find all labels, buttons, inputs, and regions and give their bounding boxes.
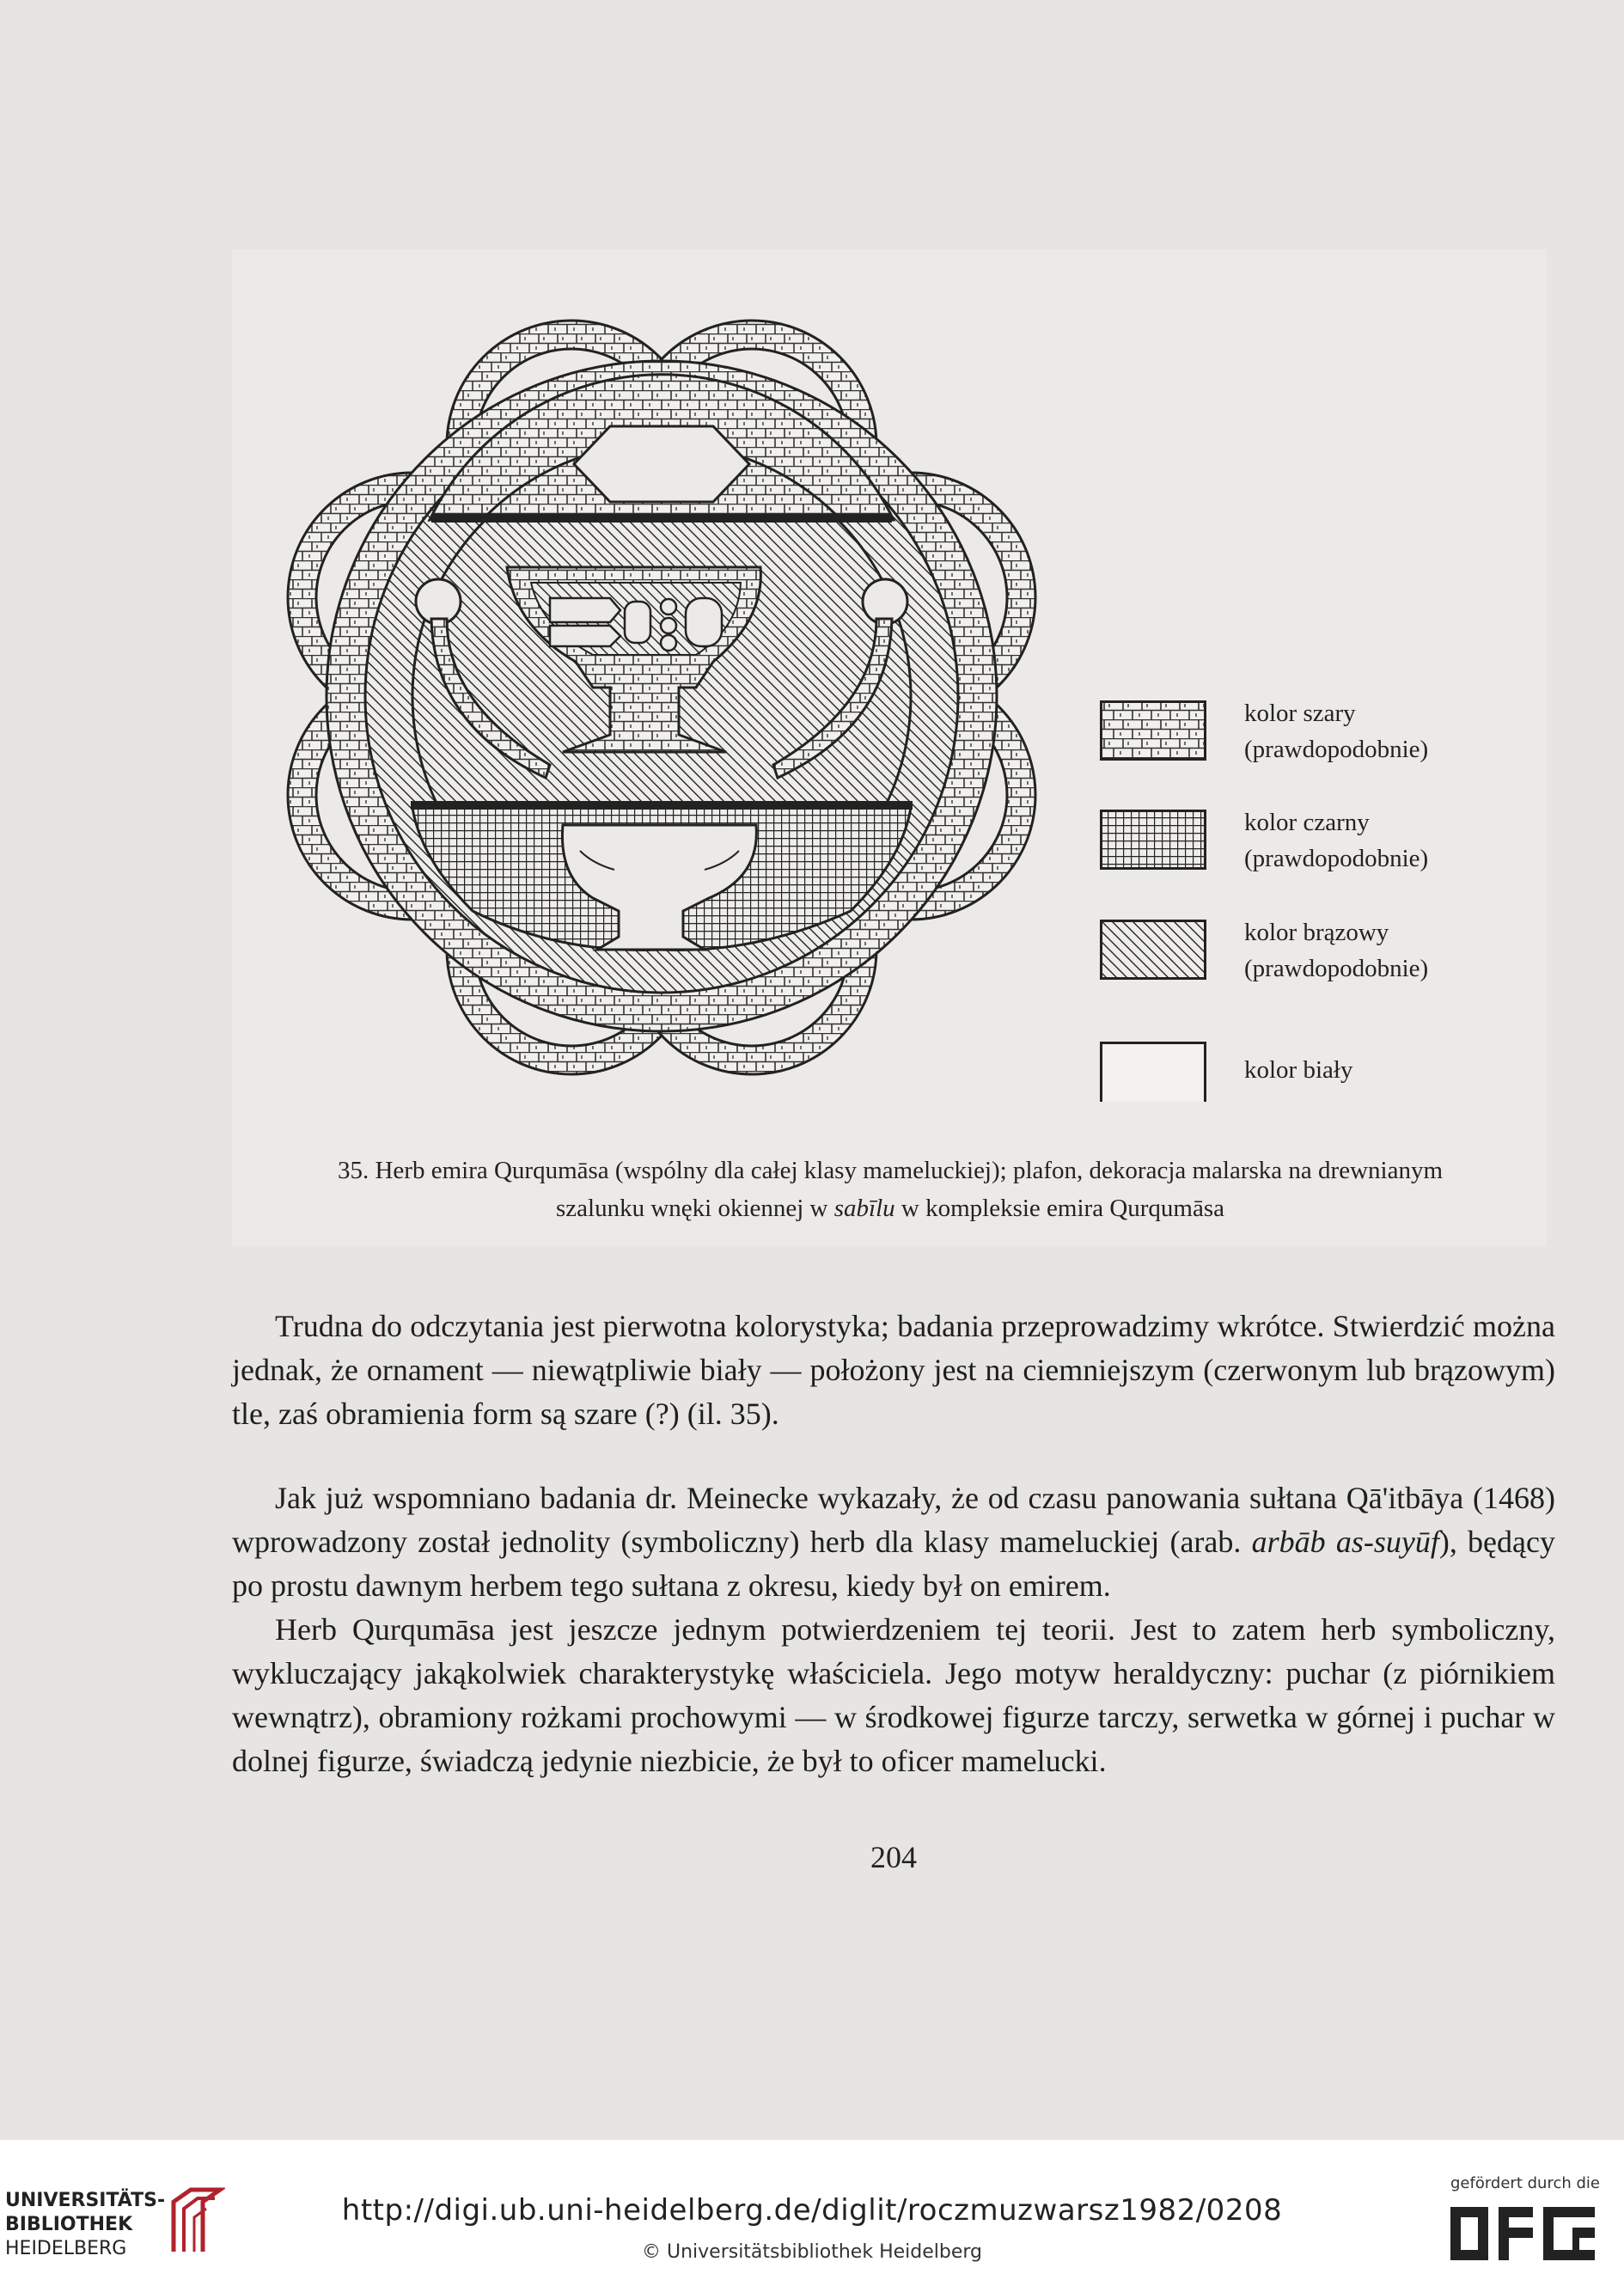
legend-item-grey: [1100, 700, 1581, 804]
legend-swatch-black: [1100, 810, 1206, 870]
paragraph-2: Jak już wspomniano badania dr. Meinecke wykazały, że od czasu panowania sułtana Qā'itbāya (1468) wprowadzony został jednolity (symboliczny) herb dla klasy mameluckiej (arab. arbāb as-suyūf), będący po prostu dawnym herbem tego sułtana z okresu, kiedy był on emirem.: [232, 1481, 1555, 1603]
paragraph-1: Trudna do odczytania jest pierwotna kolorystyka; badania przeprowadzimy wkrótce. Stwierdzić można jednak, że ornament — niewątpliwie biały — położony jest na ciemniejszym (czerwonym lub brązowym) tle, zaś obramienia form są szare (?) (il. 35).: [232, 1309, 1555, 1431]
footer-copyright: © Universitätsbibliothek Heidelberg: [641, 2241, 982, 2263]
paragraph-3: Herb Qurqumāsa jest jeszcze jednym potwierdzeniem tej teorii. Jest to zatem herb symboliczny, wykluczający jakąkolwiek charakterystykę właściciela. Jego motyw heraldyczny: puchar (z piórnikiem wewnątrz), obramiony rożkami prochowymi — w środkowej figurze tarczy, serwetka w górnej i puchar w dolnej figurze, świadczą jedynie niezbicie, że był to oficer mamelucki.: [232, 1612, 1555, 1778]
legend-item-brown: [1100, 920, 1581, 1023]
dfg-logo-mark: [1450, 2204, 1605, 2264]
funder-note: gefördert durch die: [1450, 2174, 1600, 2192]
library-logo: UNIVERSITÄTS- BIBLIOTHEK HEIDELBERG: [5, 2181, 229, 2259]
caption-line-1: 35. Herb emira Qurqumāsa (wspólny dla całej klasy mameluckiej); plafon, dekoracja malarska na drewnianym: [337, 1157, 1443, 1184]
right-small-circle: [863, 579, 907, 624]
paragraph-2-and-3: [232, 1476, 1555, 1783]
legend-swatch-brown: [1100, 920, 1206, 980]
napkin-diamond: [574, 426, 749, 502]
figure-caption: [229, 1152, 1552, 1227]
coat-of-arms-figure: [232, 258, 1091, 1126]
left-small-circle: [416, 579, 461, 624]
legend-swatch-grey: [1100, 700, 1206, 761]
legend-label: kolor szary (prawdopodobnie): [1244, 700, 1429, 763]
caption-line-2: szalunku wnęki okiennej w sabīlu w kompleksie emira Qurqumāsa: [555, 1195, 1224, 1222]
page-number: 204: [870, 1840, 917, 1874]
legend-item-black: [1100, 810, 1581, 913]
dfg-logo: [1435, 2174, 1615, 2269]
legend-swatch-white: [1100, 1042, 1206, 1102]
legend-label: kolor czarny (prawdopodobnie): [1244, 809, 1429, 872]
legend-item-white: [1100, 1042, 1581, 1145]
footer-url-link[interactable]: http://digi.ub.uni-heidelberg.de/diglit/roczmuzwarsz1982/0208: [341, 2193, 1283, 2228]
legend-label: kolor brązowy (prawdopodobnie): [1244, 919, 1429, 982]
legend-label: kolor biały: [1244, 1056, 1353, 1084]
